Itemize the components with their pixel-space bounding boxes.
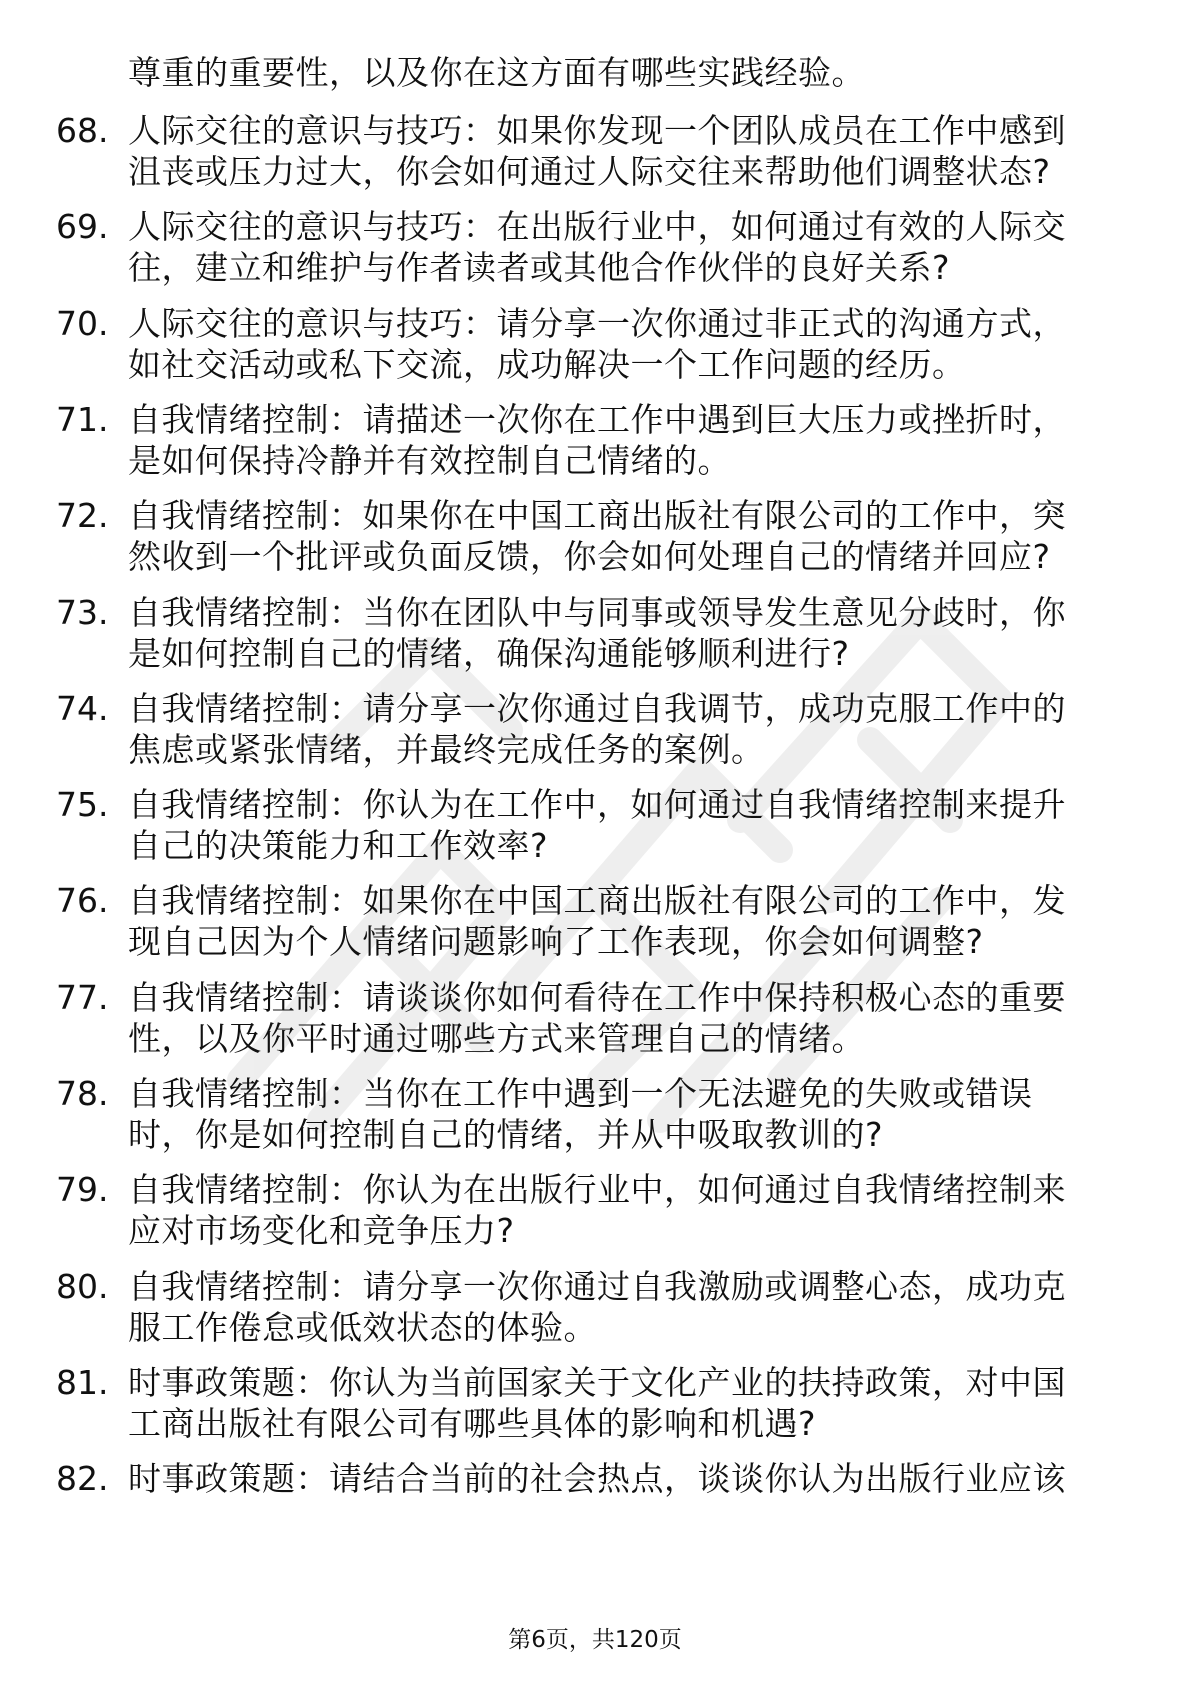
question-text-line: 如社交活动或私下交流，成功解决一个工作问题的经历。 bbox=[128, 344, 966, 384]
question-text-line: 人际交往的意识与技巧：在出版行业中，如何通过有效的人际交 bbox=[128, 207, 1066, 247]
question-number: 77. bbox=[56, 977, 109, 1017]
question-text-line: 自我情绪控制：当你在团队中与同事或领导发生意见分歧时，你 bbox=[128, 592, 1066, 632]
question-text-line: 往，建立和维护与作者读者或其他合作伙伴的良好关系? bbox=[128, 248, 951, 288]
question-text-line: 自己的决策能力和工作效率? bbox=[128, 826, 549, 866]
question-text-line: 是如何控制自己的情绪，确保沟通能够顺利进行? bbox=[128, 633, 850, 673]
question-text-line: 自我情绪控制：请分享一次你通过自我调节，成功克服工作中的 bbox=[128, 688, 1066, 728]
question-text-line: 工商出版社有限公司有哪些具体的影响和机遇? bbox=[128, 1403, 817, 1443]
question-number: 72. bbox=[56, 496, 109, 536]
question-text-line: 人际交往的意识与技巧：如果你发现一个团队成员在工作中感到 bbox=[128, 111, 1066, 150]
question-text-line: 自我情绪控制：你认为在出版行业中，如何通过自我情绪控制来 bbox=[128, 1170, 1066, 1210]
question-text-line: 然收到一个批评或负面反馈，你会如何处理自己的情绪并回应? bbox=[128, 537, 1051, 577]
question-text-line: 自我情绪控制：你认为在工作中，如何通过自我情绪控制来提升 bbox=[128, 785, 1066, 825]
question-text-line: 应对市场变化和竞争压力? bbox=[128, 1211, 515, 1251]
question-number: 81. bbox=[56, 1362, 109, 1402]
question-number: 78. bbox=[56, 1074, 109, 1113]
question-text-line: 人际交往的意识与技巧：请分享一次你通过非正式的沟通方式， bbox=[128, 303, 1066, 343]
question-text-line: 自我情绪控制：当你在工作中遇到一个无法避免的失败或错误 bbox=[128, 1074, 1033, 1113]
question-number: 70. bbox=[56, 303, 109, 343]
question-text-line: 自我情绪控制：请分享一次你通过自我激励或调整心态，成功克 bbox=[128, 1266, 1066, 1306]
question-number: 74. bbox=[56, 688, 109, 728]
question-number: 79. bbox=[56, 1170, 109, 1210]
question-text-line: 自我情绪控制：如果你在中国工商出版社有限公司的工作中，突 bbox=[128, 496, 1066, 536]
question-text-line: 自我情绪控制：请描述一次你在工作中遇到巨大压力或挫折时， bbox=[128, 399, 1066, 439]
question-number: 75. bbox=[56, 785, 109, 825]
question-text-line: 时，你是如何控制自己的情绪，并从中吸取教训的? bbox=[128, 1115, 884, 1154]
question-text-line: 现自己因为个人情绪问题影响了工作表现，你会如何调整? bbox=[128, 922, 984, 962]
question-number: 80. bbox=[56, 1266, 109, 1306]
question-number: 76. bbox=[56, 881, 109, 921]
question-text-line: 沮丧或压力过大，你会如何通过人际交往来帮助他们调整状态? bbox=[128, 152, 1051, 191]
question-text-line: 性，以及你平时通过哪些方式来管理自己的情绪。 bbox=[128, 1018, 865, 1058]
question-number: 68. bbox=[56, 111, 109, 150]
page-number-footer: 第6页，共120页 bbox=[508, 1627, 682, 1653]
question-number: 71. bbox=[56, 399, 109, 439]
question-number: 73. bbox=[56, 592, 109, 632]
question-text-line: 是如何保持冷静并有效控制自己情绪的。 bbox=[128, 440, 731, 480]
question-text-line: 尊重的重要性，以及你在这方面有哪些实践经验。 bbox=[128, 53, 865, 92]
question-text-line: 自我情绪控制：请谈谈你如何看待在工作中保持积极心态的重要 bbox=[128, 977, 1066, 1017]
question-text-line: 焦虑或紧张情绪，并最终完成任务的案例。 bbox=[128, 729, 765, 769]
question-number: 82. bbox=[56, 1459, 109, 1499]
question-number: 69. bbox=[56, 207, 109, 247]
question-text-line: 时事政策题：你认为当前国家关于文化产业的扶持政策，对中国 bbox=[128, 1362, 1066, 1402]
question-text-line: 时事政策题：请结合当前的社会热点，谈谈你认为出版行业应该 bbox=[128, 1459, 1066, 1499]
question-text-line: 自我情绪控制：如果你在中国工商出版社有限公司的工作中，发 bbox=[128, 881, 1066, 921]
question-text-line: 服工作倦怠或低效状态的体验。 bbox=[128, 1307, 597, 1347]
